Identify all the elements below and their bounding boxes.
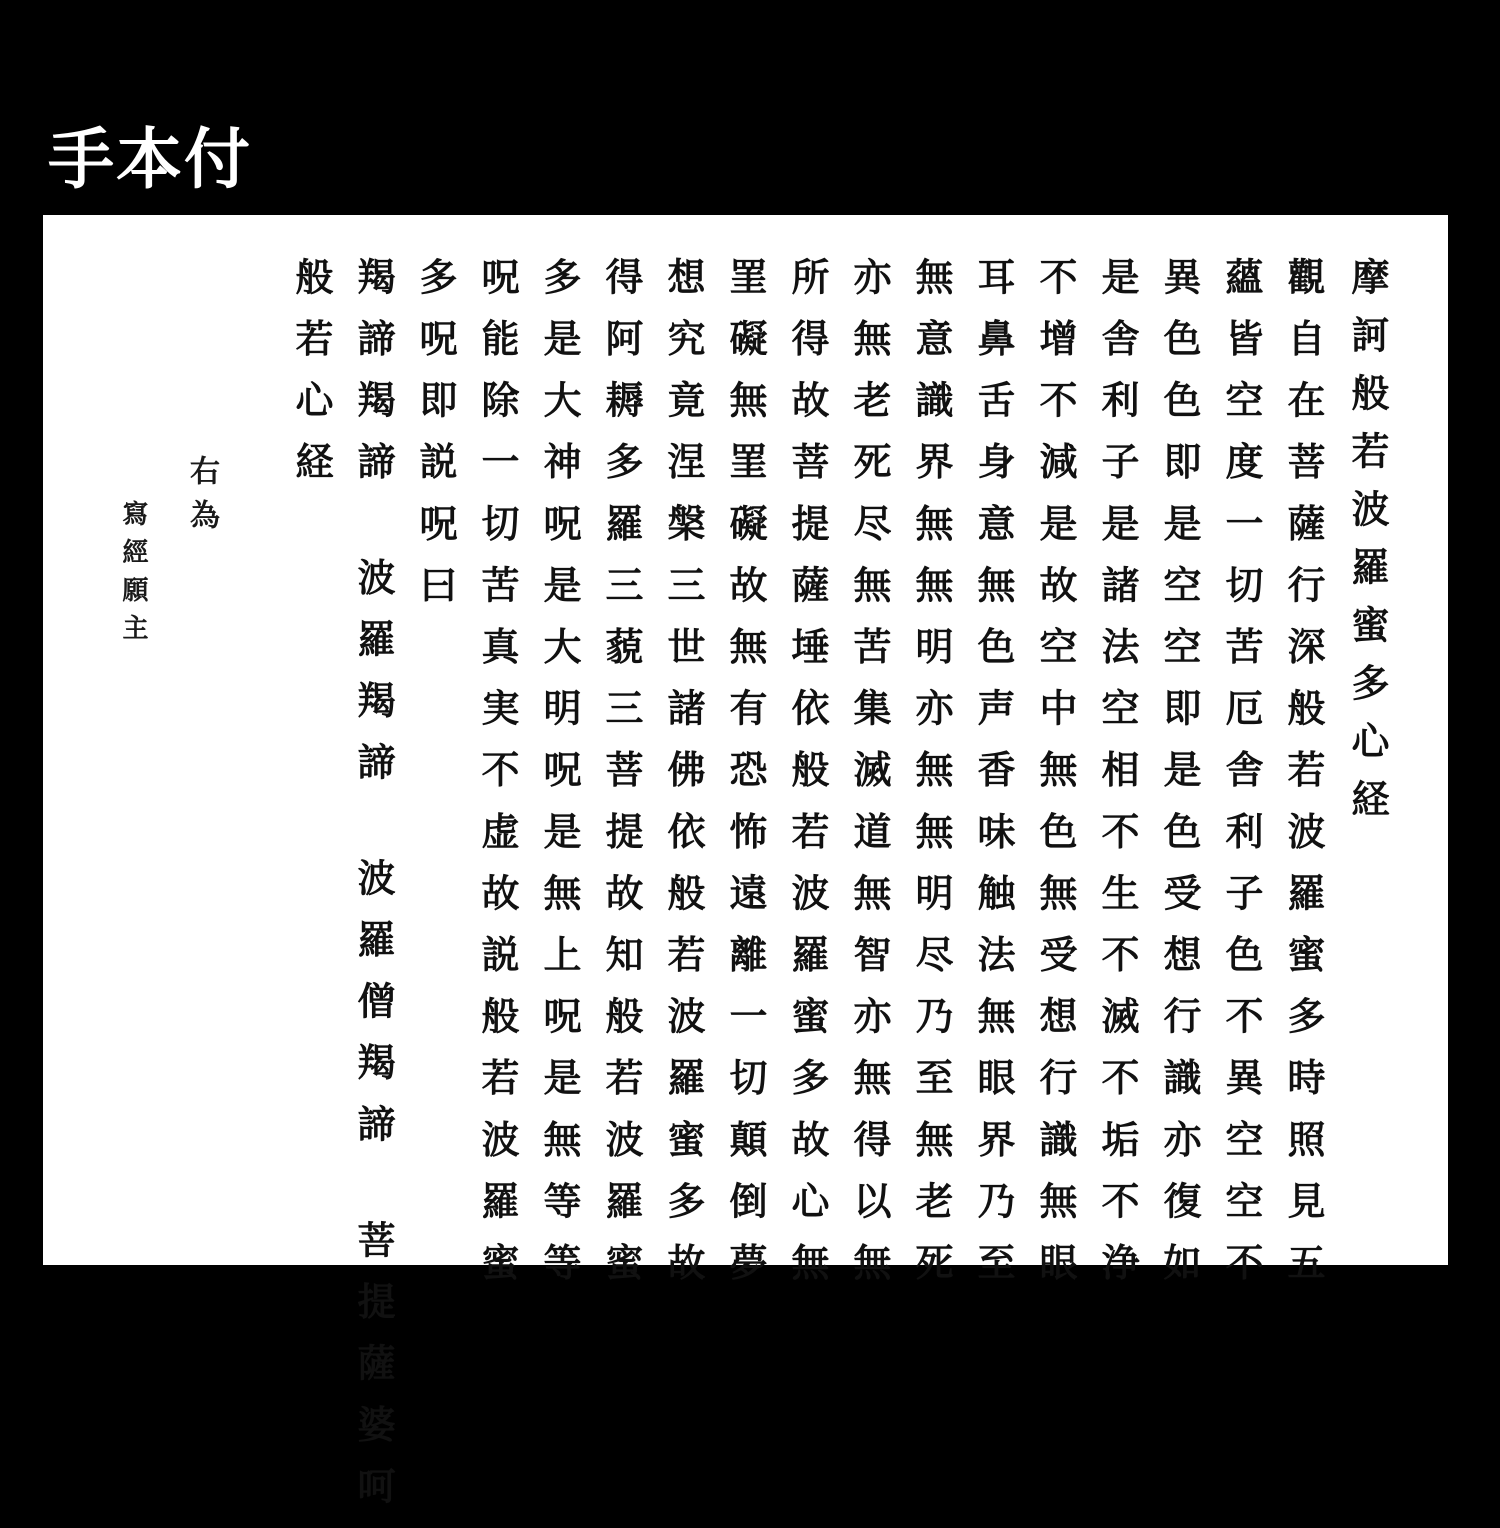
- closing-title: 般若心経: [289, 257, 334, 504]
- sutra-line-8: 亦無老死尽無苦集滅道無智亦無得以無: [847, 257, 892, 1305]
- sutra-line-4: 是舎利子是諸法空相不生不滅不垢不浄: [1095, 257, 1140, 1305]
- sutra-text: [280, 257, 1398, 1528]
- sutra-line-6: 耳鼻舌身意無色声香味触法無眼界乃至: [971, 257, 1016, 1305]
- sutra-line-11: 想究竟涅槃三世諸佛依般若波羅蜜多故: [661, 257, 706, 1305]
- sutra-line-5: 不增不減是故空中無色無受想行識無眼: [1033, 257, 1078, 1305]
- badge-label: 手本付: [48, 120, 252, 198]
- mantra-part-2: 波羅羯諦: [351, 557, 396, 804]
- sutra-line-14: 呪能除一切苦真実不虚故説般若波羅蜜: [475, 257, 520, 1305]
- mantra-part-4: 菩提薩婆呵: [351, 1219, 396, 1528]
- mantra-part-3: 波羅僧羯諦: [351, 857, 396, 1166]
- sutra-line-12: 得阿耨多羅三藐三菩提故知般若波羅蜜: [599, 257, 644, 1305]
- mantra-part-1: 羯諦羯諦: [351, 257, 396, 504]
- sutra-line-13: 多是大神呪是大明呪是無上呪是無等等: [537, 257, 582, 1305]
- sutra-sheet: [43, 215, 1448, 1528]
- mantra-line: [342, 257, 404, 1528]
- sutra-line-3: 異色色即是空空即是色受想行識亦復如: [1157, 257, 1202, 1305]
- sutra-line-2: 蘊皆空度一切苦厄舎利子色不異空空不: [1219, 257, 1264, 1305]
- sutra-line-10: 罣礙無罣礙故無有恐怖遠離一切顛倒夢: [723, 257, 768, 1305]
- sutra-line-1: 觀自在菩薩行深般若波羅蜜多時照見五: [1281, 257, 1326, 1305]
- dedication-line-1: 右為: [184, 455, 219, 543]
- sutra-line-9: 所得故菩提薩埵依般若波羅蜜多故心無: [785, 257, 830, 1305]
- dedication-line-2: 寫經願主: [118, 500, 148, 652]
- sutra-title: 摩訶般若波羅蜜多心経: [1345, 257, 1390, 837]
- sutra-line-15: 多呪即説呪曰: [413, 257, 458, 627]
- sutra-line-7: 無意識界無無明亦無無明尽乃至無老死: [909, 257, 954, 1305]
